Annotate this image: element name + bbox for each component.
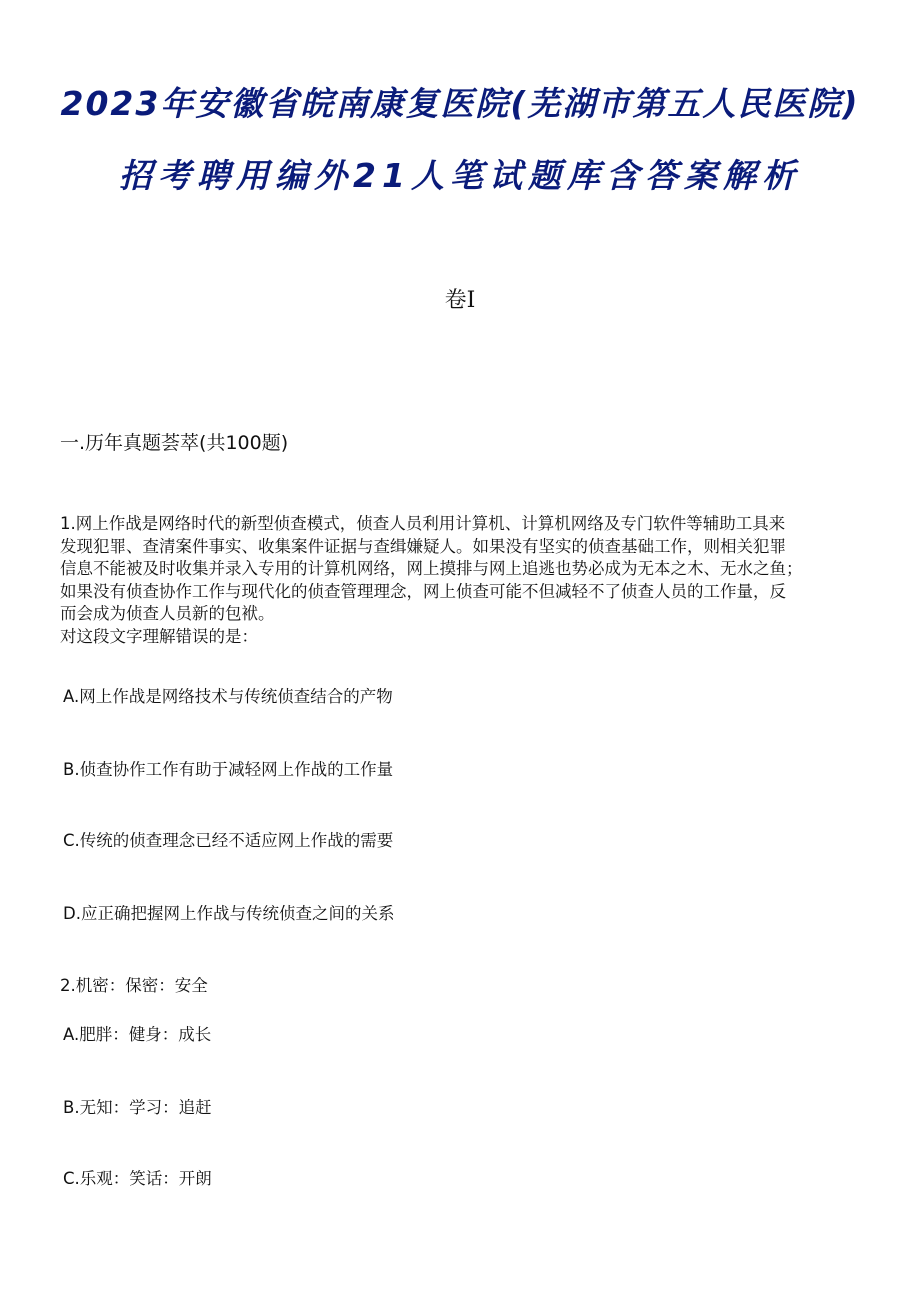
document-title-line-2: 招考聘用编外21人笔试题库含答案解析 [119, 156, 801, 195]
question-1-stem-line: 发现犯罪、查清案件事实、收集案件证据与查缉嫌疑人。如果没有坚实的侦查基础工作，则相关犯罪 [60, 536, 786, 556]
question-2-option-b: B.无知：学习：追赶 [63, 1098, 212, 1117]
document-title-line-1: 2023年安徽省皖南康复医院(芜湖市第五人民医院) [60, 84, 860, 123]
question-1-stem-line: 如果没有侦查协作工作与现代化的侦查管理理念，网上侦查可能不但减轻不了侦查人员的工作量，反 [60, 581, 786, 601]
question-2-stem: 2.机密：保密：安全 [60, 976, 208, 995]
question-1-stem [60, 513, 860, 648]
question-1-option-a: A.网上作战是网络技术与传统侦查结合的产物 [63, 687, 393, 706]
question-1-option-d: D.应正确把握网上作战与传统侦查之间的关系 [63, 904, 395, 923]
question-2-option-a: A.肥胖：健身：成长 [63, 1025, 212, 1044]
question-1-option-c: C.传统的侦查理念已经不适应网上作战的需要 [63, 831, 394, 850]
question-1-stem-line: 1.网上作战是网络时代的新型侦查模式，侦查人员利用计算机、计算机网络及专门软件等辅助工具来 [60, 514, 786, 533]
section-heading: 一.历年真题荟萃(共100题) [60, 432, 289, 454]
question-1-stem-line: 信息不能被及时收集并录入专用的计算机网络，网上摸排与网上追逃也势必成为无本之木、无水之鱼； [60, 559, 803, 578]
volume-heading: 卷Ⅰ [444, 288, 476, 313]
question-1-prompt: 对这段文字理解错误的是： [60, 626, 258, 646]
question-1-stem-line: 而会成为侦查人员新的包袱。 [60, 604, 275, 623]
question-1-option-b: B.侦查协作工作有助于减轻网上作战的工作量 [63, 760, 394, 779]
question-2-option-c: C.乐观：笑话：开朗 [63, 1169, 212, 1188]
